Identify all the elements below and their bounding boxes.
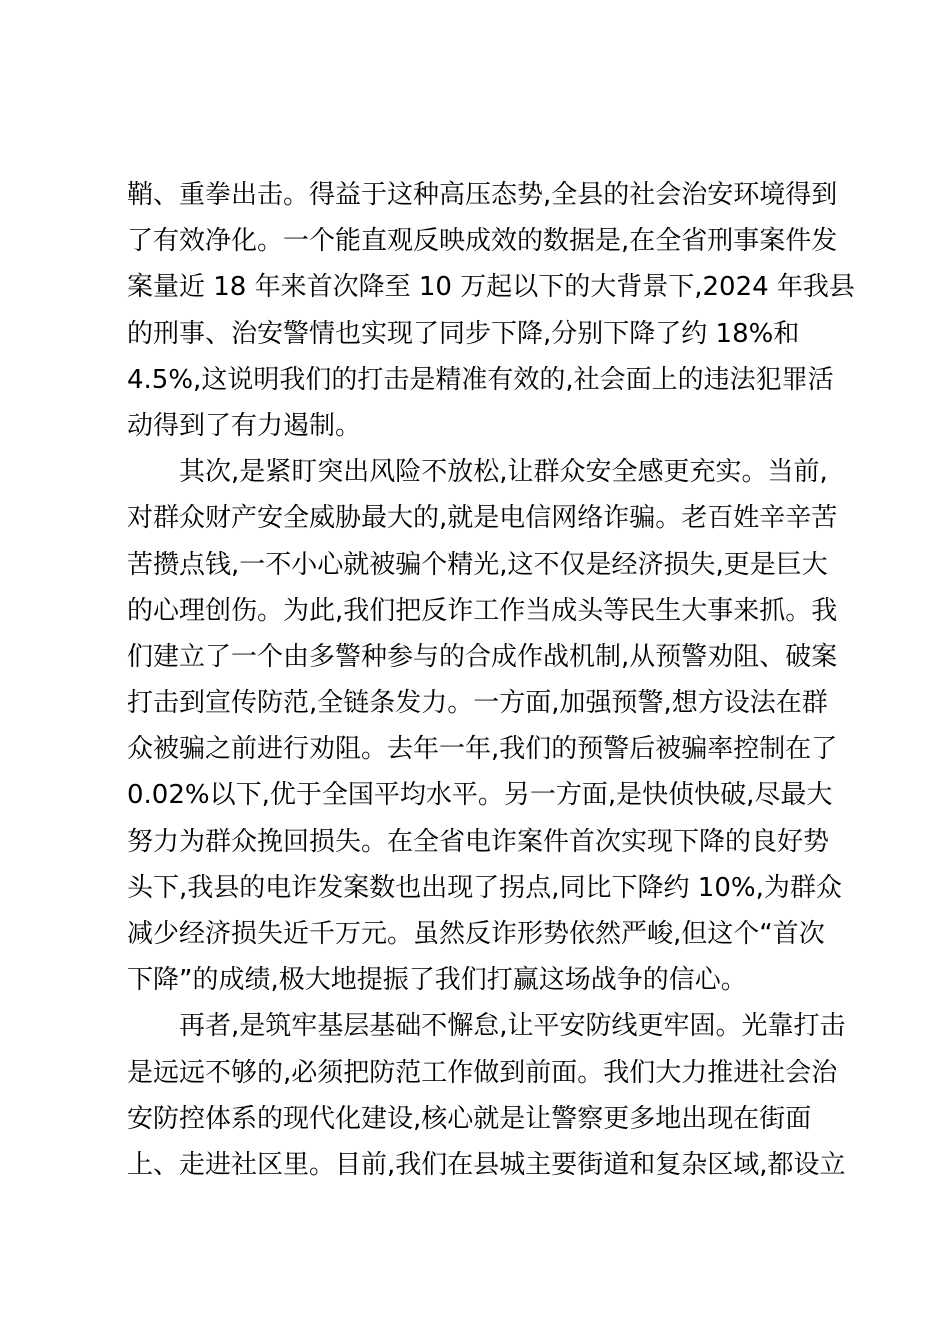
text-line: 案量近 18 年来首次降至 10 万起以下的大背景下,2024 年我县 <box>127 272 855 303</box>
text-line: 的刑事、治安警情也实现了同步下降,分别下降了约 18%和 <box>127 318 800 349</box>
text-line: 鞘、重拳出击。得益于这种高压态势,全县的社会治安环境得到 <box>127 180 838 210</box>
text-line: 动得到了有力遏制。 <box>127 410 362 441</box>
text-line: 的心理创伤。为此,我们把反诈工作当成头等民生大事来抓。我 <box>127 595 838 626</box>
text-line: 4.5%,这说明我们的打击是精准有效的,社会面上的违法犯罪活 <box>127 364 834 395</box>
text-line: 下降”的成绩,极大地提振了我们打赢这场战争的信心。 <box>127 965 747 996</box>
paragraph-start-line: 再者,是筑牢基层基础不懈怠,让平安防线更牢固。光靠打击 <box>179 1011 846 1042</box>
text-line: 苦攒点钱,一不小心就被骗个精光,这不仅是经济损失,更是巨大 <box>127 549 828 580</box>
text-line: 了有效净化。一个能直观反映成效的数据是,在全省刑事案件发 <box>127 226 838 257</box>
text-line: 们建立了一个由多警种参与的合成作战机制,从预警劝阻、破案 <box>127 641 838 672</box>
text-line: 努力为群众挽回损失。在全省电诈案件首次实现下降的良好势 <box>127 826 830 857</box>
body-text <box>127 172 855 1188</box>
paragraph-start-line: 其次,是紧盯突出风险不放松,让群众安全感更充实。当前, <box>179 457 828 488</box>
text-line: 对群众财产安全威胁最大的,就是电信网络诈骗。老百姓辛辛苦 <box>127 503 838 534</box>
text-line: 安防控体系的现代化建设,核心就是让警察更多地出现在街面 <box>127 1103 812 1134</box>
text-line: 上、走进社区里。目前,我们在县城主要街道和复杂区域,都设立 <box>127 1149 846 1180</box>
text-line: 是远远不够的,必须把防范工作做到前面。我们大力推进社会治 <box>127 1057 838 1088</box>
text-line: 打击到宣传防范,全链条发力。一方面,加强预警,想方设法在群 <box>127 688 828 719</box>
text-line: 头下,我县的电诈发案数也出现了拐点,同比下降约 10%,为群众 <box>127 872 842 903</box>
text-line: 减少经济损失近千万元。虽然反诈形势依然严峻,但这个“首次 <box>127 919 825 949</box>
text-line: 众被骗之前进行劝阻。去年一年,我们的预警后被骗率控制在了 <box>127 734 838 765</box>
text-line: 0.02%以下,优于全国平均水平。另一方面,是快侦快破,尽最大 <box>127 780 833 811</box>
